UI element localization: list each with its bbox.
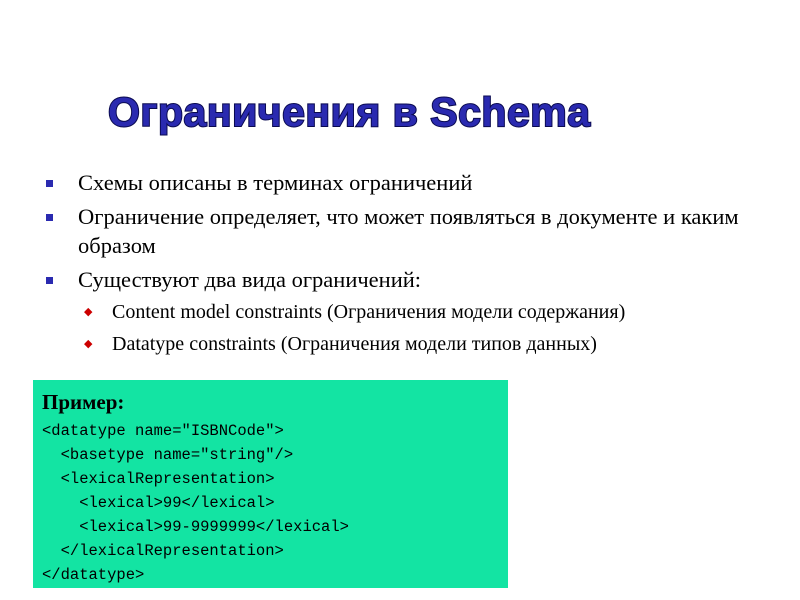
sub-bullet-item <box>40 299 780 325</box>
square-bullet-icon <box>46 180 53 187</box>
square-bullet-icon <box>46 214 53 221</box>
sub-bullet-text: Content model constraints (Ограничения модели содержания) <box>112 301 626 323</box>
slide-title: Ограничения в Schema <box>108 89 591 135</box>
code-block <box>42 419 349 587</box>
code-line: <datatype name="ISBNCode"> <box>42 422 284 440</box>
bullet-text: Существуют два вида ограничений: <box>78 267 422 292</box>
code-line: </datatype> <box>42 566 145 584</box>
bullet-item <box>40 168 780 197</box>
code-line: <basetype name="string"/> <box>42 446 294 464</box>
bullet-text: Схемы описаны в терминах ограничений <box>78 170 473 195</box>
bullet-item <box>40 202 780 260</box>
code-line: <lexicalRepresentation> <box>42 470 275 488</box>
bullet-list <box>40 168 780 363</box>
bullet-text: Ограничение определяет, что может появляться в документе и каким образом <box>78 204 739 258</box>
diamond-bullet-icon: ◆ <box>84 306 93 318</box>
code-line: </lexicalRepresentation> <box>42 542 284 560</box>
diamond-bullet-icon: ◆ <box>84 338 93 350</box>
square-bullet-icon <box>46 277 53 284</box>
code-line: <lexical>99-9999999</lexical> <box>42 518 349 536</box>
example-label: Пример: <box>42 390 125 414</box>
sub-bullet-text: Datatype constraints (Ограничения модели типов данных) <box>112 333 597 355</box>
code-line: <lexical>99</lexical> <box>42 494 275 512</box>
bullet-item <box>40 265 780 294</box>
example-box <box>33 380 508 588</box>
sub-bullet-item <box>40 331 780 357</box>
